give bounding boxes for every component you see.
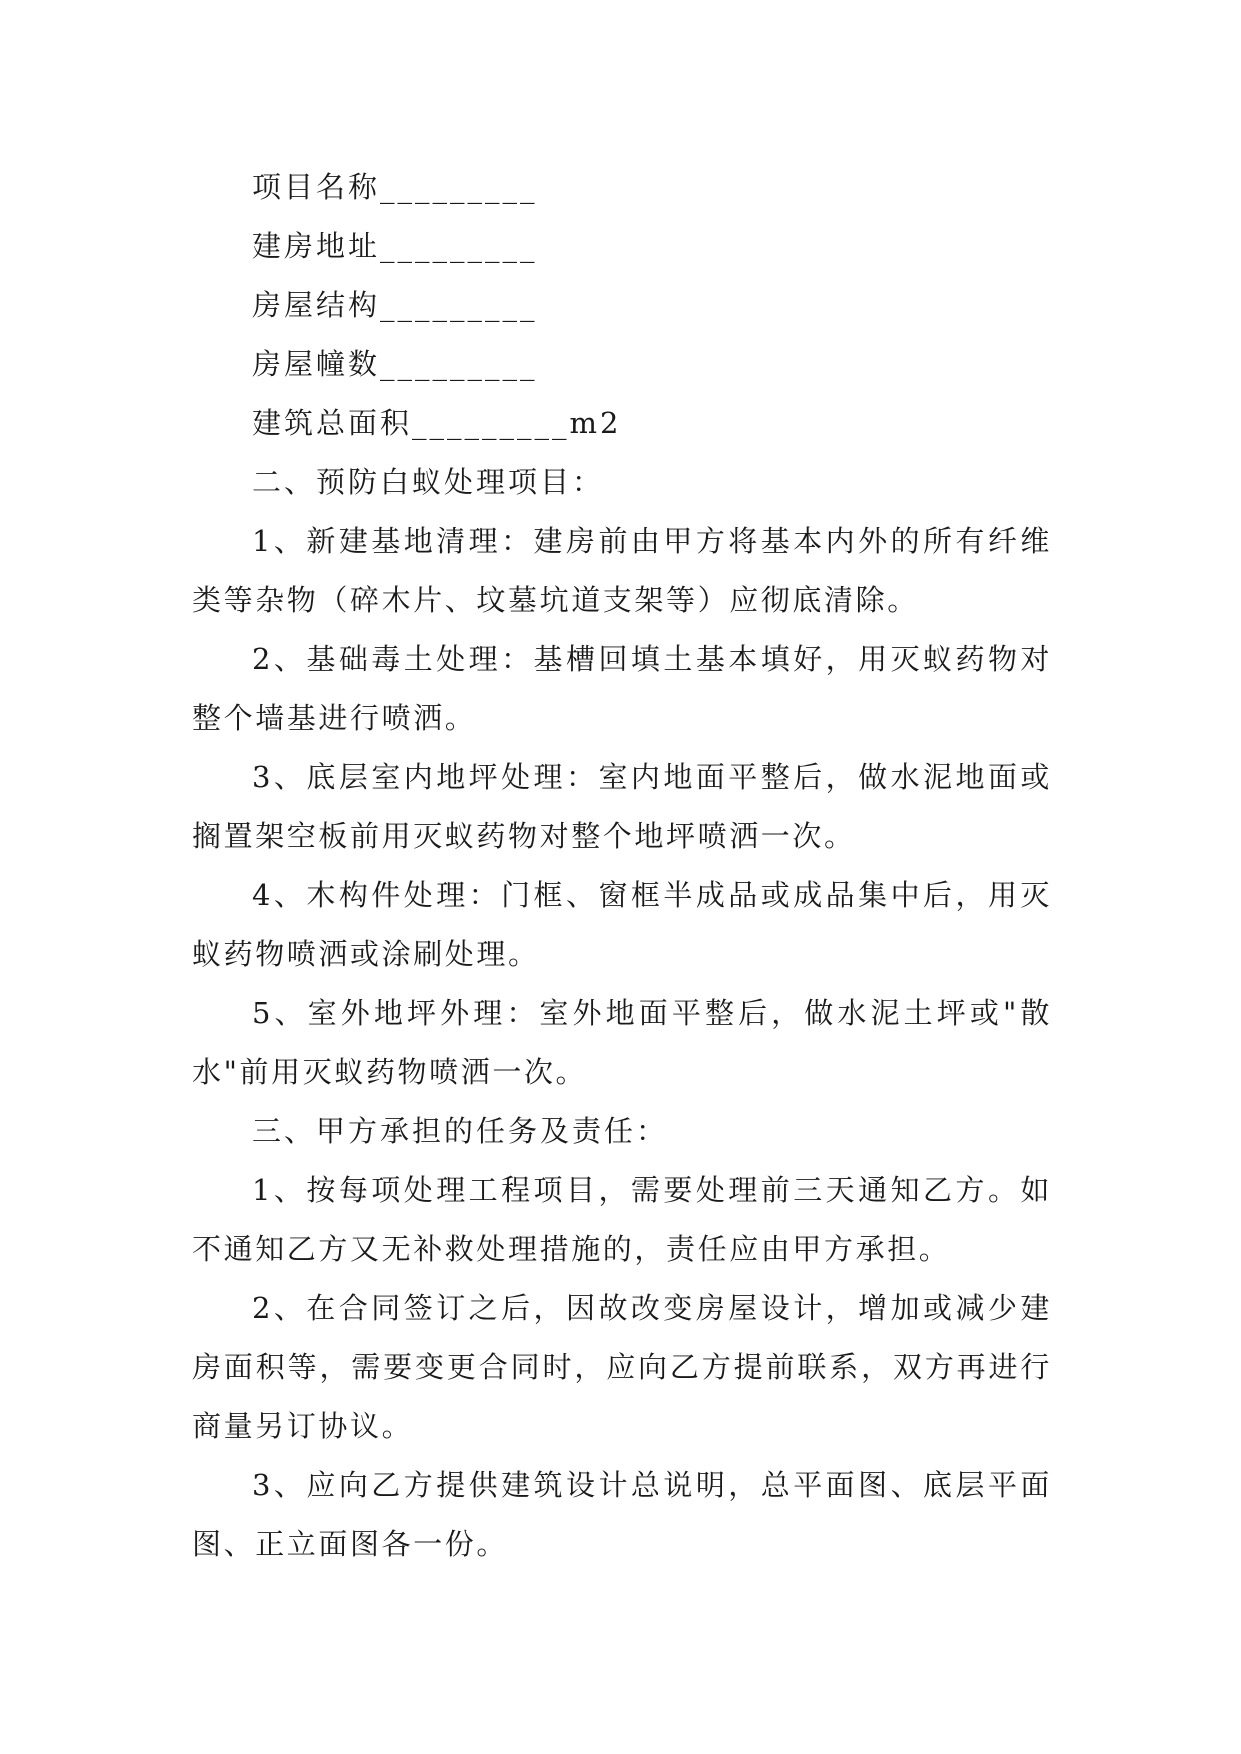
clause-outdoor-floor: 5、室外地坪外理：室外地面平整后，做水泥土坪或"散水"前用灭蚁药物喷洒一次。	[192, 996, 1052, 1089]
field-building-address: 建房地址_________	[252, 229, 538, 263]
field-project-name: 项目名称_________	[252, 170, 538, 204]
clause-notify-party-b: 1、按每项处理工程项目，需要处理前三天通知乙方。如不通知乙方又无补救处理措施的，责任应由甲方承担。	[192, 1173, 1052, 1266]
clause-provide-drawings: 3、应向乙方提供建筑设计总说明，总平面图、底层平面图、正立面图各一份。	[192, 1468, 1052, 1561]
clause-indoor-floor: 3、底层室内地坪处理：室内地面平整后，做水泥地面或搁置架空板前用灭蚁药物对整个地坪喷洒一次。	[192, 760, 1052, 853]
field-total-area: 建筑总面积_________m2	[252, 406, 622, 440]
clause-wood-components: 4、木构件处理：门框、窗框半成品或成品集中后，用灭蚁药物喷洒或涂刷处理。	[192, 878, 1052, 971]
field-building-count: 房屋幢数_________	[252, 347, 538, 381]
document-body	[192, 158, 1052, 1574]
section-heading-party-a: 三、甲方承担的任务及责任：	[252, 1114, 669, 1148]
field-house-structure: 房屋结构_________	[252, 288, 538, 322]
clause-site-cleaning: 1、新建基地清理：建房前由甲方将基本内外的所有纤维类等杂物（碎木片、坟墓坑道支架等）应彻底清除。	[192, 524, 1052, 617]
section-heading-prevention: 二、预防白蚁处理项目：	[252, 465, 605, 499]
clause-design-change: 2、在合同签订之后，因故改变房屋设计，增加或减少建房面积等，需要变更合同时，应向乙方提前联系，双方再进行商量另订协议。	[192, 1291, 1052, 1443]
clause-soil-treatment: 2、基础毒土处理：基槽回填土基本填好，用灭蚁药物对整个墙基进行喷洒。	[192, 642, 1052, 735]
